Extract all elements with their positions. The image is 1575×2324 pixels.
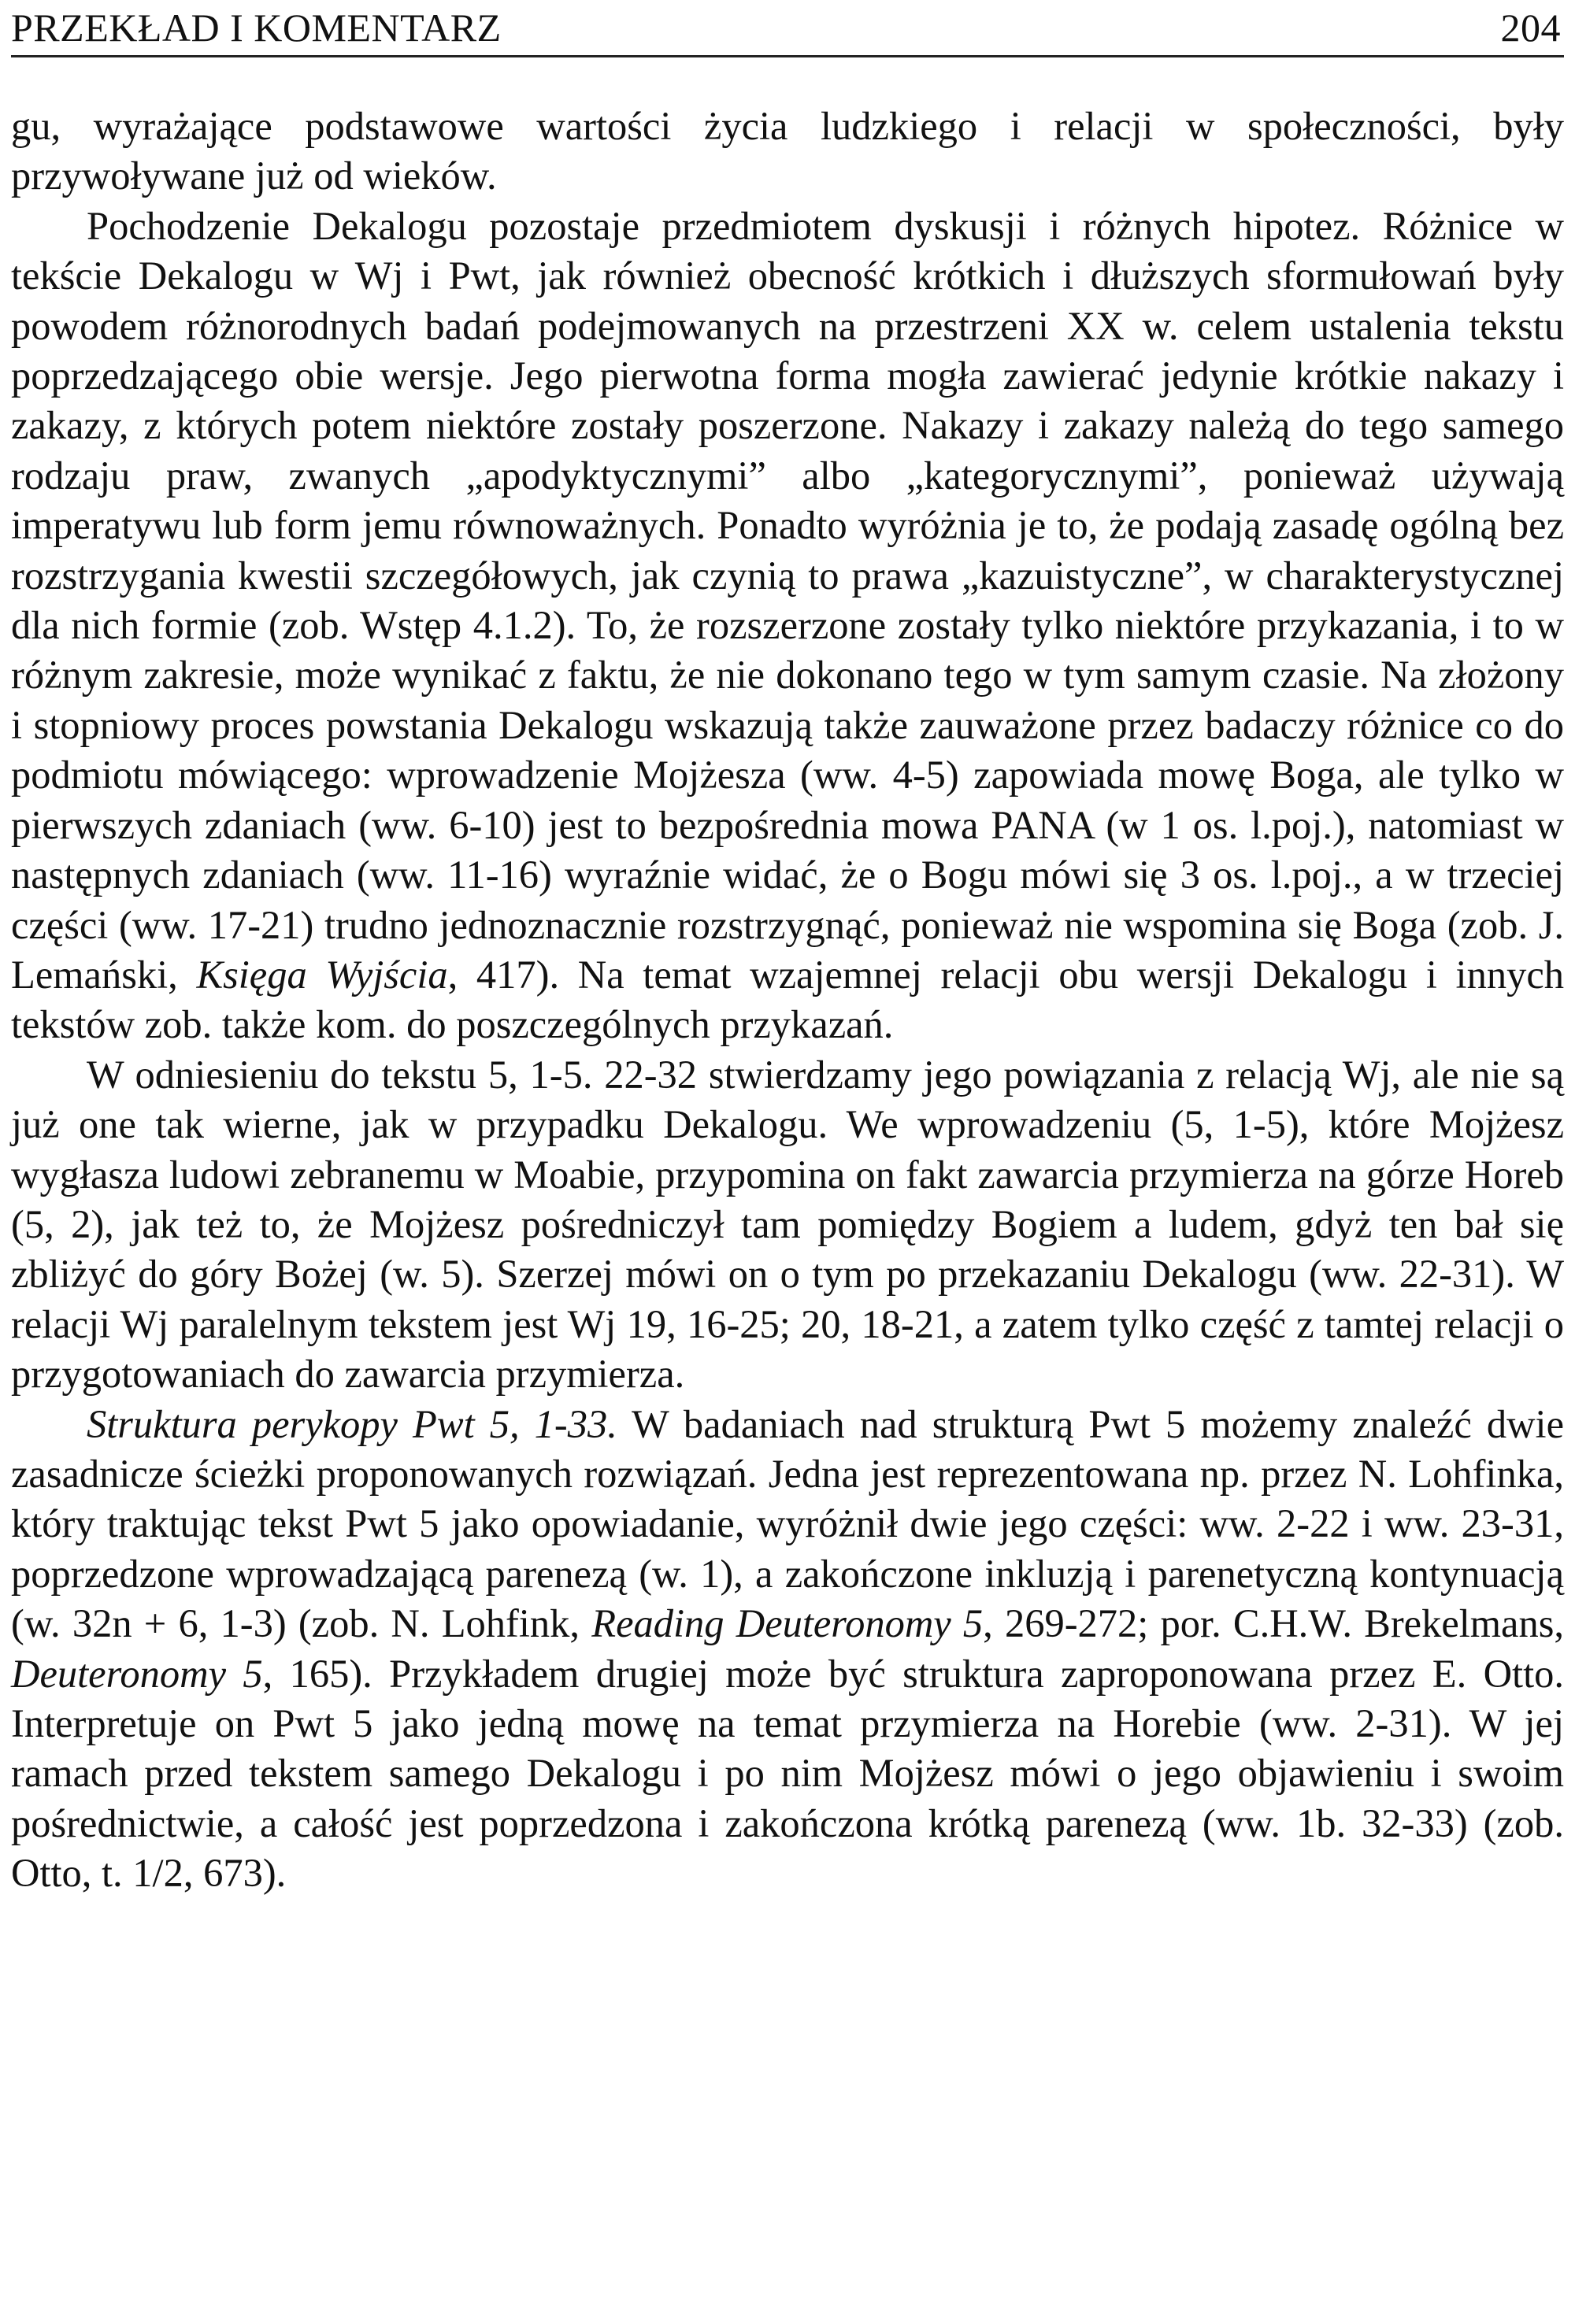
section-heading: Struktura perykopy Pwt 5, 1-33. <box>87 1401 617 1446</box>
paragraph-text: , 165). Przykładem drugiej może być struktura zaproponowana przez E. Otto. Interpretuje on Pwt 5 jako jedną mowę na temat przymierza na Horebie (ww. 2-31). W jej ramach przed tekstem samego Dekalogu i po nim Mojżesz mówi o jego objawieniu i swoim pośrednictwie, a całość jest poprzedzona i zakończona krótką parenezą (ww. 1b. 32-33) (zob. Otto, t. 1/2, 673). <box>11 1651 1564 1896</box>
paragraph-text: gu, wyrażające podstawowe wartości życia ludzkiego i relacji w społeczności, były przywoływane już od wieków. <box>11 104 1564 198</box>
paragraph <box>11 202 1564 1050</box>
book-title: Deuteronomy 5 <box>11 1651 263 1696</box>
paragraph-text: W badaniach nad strukturą Pwt 5 możemy znaleźć dwie zasadnicze ścieżki proponowanych rozwiązań. Jedna jest reprezentowana np. przez N. Lohfinka, który traktując tekst Pwt 5 jako opowiadanie, wyróżnił dwie jego części: ww. 2-22 i ww. 23-31, poprzedzone wprowadzającą parenezą (w. 1), a zakończone inkluzją i parenetyczną kontynuacją (w. 32n + 6, 1-3) (zob. N. Lohfink, <box>11 1401 1565 1646</box>
page-number: 204 <box>1500 6 1561 50</box>
paragraph <box>11 102 1564 202</box>
paragraph-text: Pochodzenie Dekalogu pozostaje przedmiotem dyskusji i różnych hipotez. Różnice w tekście Dekalogu w Wj i Pwt, jak również obecność krótkich i dłuższych sformułowań były powodem różnorodnych badań podejmowanych na przestrzeni XX w. celem ustalenia tekstu poprzedzającego obie wersje. Jego pierwotna forma mogła zawierać jedynie krótkie nakazy i zakazy, z których potem niektóre zostały poszerzone. Nakazy i zakazy należą do tego samego rodzaju praw, zwanych „apodyktycznymi” albo „kategorycznymi”, ponieważ używają imperatywu lub form jemu równoważnych. Ponadto wyróżnia je to, że podają zasadę ogólną bez rozstrzygania kwestii szczegółowych, jak czynią to prawa „kazuistyczne”, w charakterystycznej dla nich formie (zob. Wstęp 4.1.2). To, że rozszerzone zostały tylko niektóre przykazania, i to w różnym zakresie, może wynikać z faktu, że nie dokonano tego w tym samym czasie. Na złożony i stopniowy proces powstania Dekalogu wskazują także zauważone przez badaczy różnice co do podmiotu mówiącego: wprowadzenie Mojżesza (ww. 4-5) zapowiada mowę Boga, ale tylko w pierwszych zdaniach (ww. 6-10) jest to bezpośrednia mowa PANA (w 1 os. l.poj.), natomiast w następnych zdaniach (ww. 11-16) wyraźnie widać, że o Bogu mówi się 3 os. l.poj., a w trzeciej części (ww. 17-21) trudno jednoznacznie rozstrzygnąć, ponieważ nie wspomina się Boga (zob. J. Lemański, <box>11 203 1564 997</box>
running-header <box>11 0 1564 57</box>
paragraph <box>11 1400 1564 1899</box>
paragraph-text: , 269-272; por. C.H.W. Brekelmans, <box>983 1601 1564 1646</box>
paragraph-text: W odniesieniu do tekstu 5, 1-5. 22-32 stwierdzamy jego powiązania z relacją Wj, ale nie są już one tak wierne, jak w przypadku Dekalogu. We wprowadzeniu (5, 1-5), które Mojżesz wygłasza ludowi zebranemu w Moabie, przypomina on fakt zawarcia przymierza na górze Horeb (5, 2), jak też to, że Mojżesz pośredniczył tam pomiędzy Bogiem a ludem, gdyż ten bał się zbliżyć do góry Bożej (w. 5). Szerzej mówi on o tym po przekazaniu Dekalogu (ww. 22-31). W relacji Wj paralelnym tekstem jest Wj 19, 16-25; 20, 18-21, a zatem tylko część z tamtej relacji o przygotowaniach do zawarcia przymierza. <box>11 1052 1564 1397</box>
paragraph-text: , 417). Na temat wzajemnej relacji obu wersji Dekalogu i innych tekstów zob. także kom. do poszczególnych przykazań. <box>11 952 1564 1047</box>
running-header-title: PRZEKŁAD I KOMENTARZ <box>11 6 502 50</box>
book-page <box>11 0 1564 1899</box>
book-title: Księga Wyjścia <box>196 952 448 997</box>
book-title: Reading Deuteronomy 5 <box>591 1601 984 1646</box>
paragraph <box>11 1050 1564 1400</box>
main-text <box>11 102 1564 1899</box>
